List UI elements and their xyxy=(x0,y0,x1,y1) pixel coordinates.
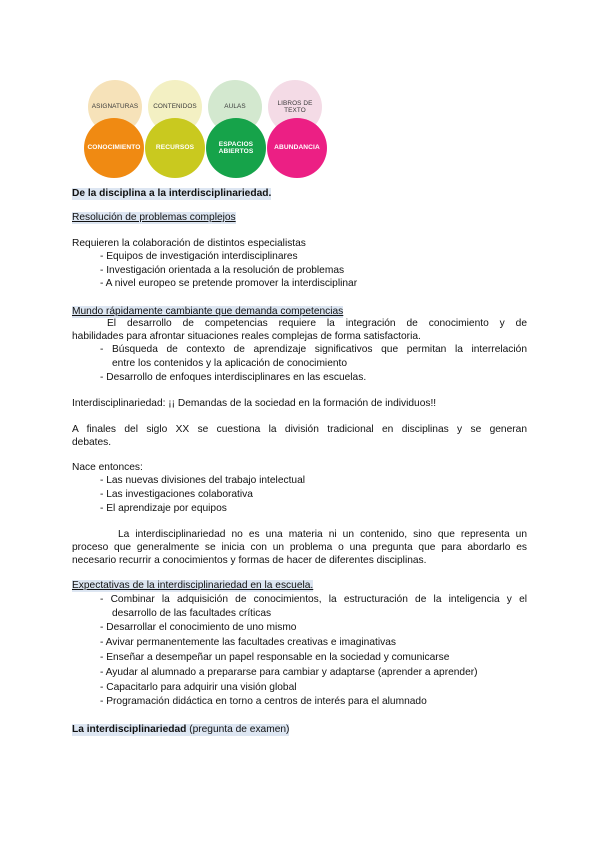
s3-item: - Programación didáctica en torno a centros de interés para el alumnado xyxy=(100,696,427,707)
s3-item: - Combinar la adquisición de conocimientos, la estructuración de la inteligencia y el xyxy=(100,594,527,605)
s2-item: - Búsqueda de contexto de aprendizaje significativos que permitan la interrelación xyxy=(100,344,527,355)
s1-item: - A nivel europeo se pretende promover la interdisciplinar xyxy=(100,278,358,289)
circle-libros-de-texto: LIBROS DE TEXTO xyxy=(268,80,322,134)
doc-title: De la disciplina a la interdisciplinariedad. xyxy=(72,188,272,199)
s3-item: - Capacitarlo para adquirir una visión global xyxy=(100,682,297,693)
section-heading-mundo: Mundo rápidamente cambiante que demanda competencias xyxy=(72,306,344,317)
s3-item: - Ayudar al alumnado a prepararse para cambiar y adaptarse (aprender a aprender) xyxy=(100,667,478,678)
definition-line: proceso que generalmente se inicia con un problema o una pregunta que para abordarlo es xyxy=(72,542,527,553)
s2-paragraph-line: El desarrollo de competencias requiere la integración de conocimiento y de xyxy=(107,318,527,329)
s3-item: - Enseñar a desempeñar un papel responsable en la sociedad y comunicarse xyxy=(100,652,450,663)
circle-abundancia: ABUNDANCIA xyxy=(267,118,327,178)
circle-contenidos: CONTENIDOS xyxy=(148,80,202,134)
circle-espacios-abiertos: ESPACIOS ABIERTOS xyxy=(206,118,266,178)
section-heading-resolucion: Resolución de problemas complejos xyxy=(72,212,236,223)
s3-item: - Avivar permanentemente las facultades creativas e imaginativas xyxy=(100,637,396,648)
definition-line: necesario recurrir a conocimientos y formas de hacer de diferentes disciplinas. xyxy=(72,555,427,566)
nace-item: - Las investigaciones colaborativa xyxy=(100,489,253,500)
circle-conocimiento: CONOCIMIENTO xyxy=(84,118,144,178)
circle-aulas: AULAS xyxy=(208,80,262,134)
s1-item: - Equipos de investigación interdisciplinares xyxy=(100,251,298,262)
final-heading-note: (pregunta de examen) xyxy=(186,724,290,735)
concept-diagram xyxy=(84,80,328,184)
s2-paragraph-line: habilidades para afrontar situaciones reales complejas de forma satisfactoria. xyxy=(72,331,421,342)
finales-line: A finales del siglo XX se cuestiona la división tradicional en disciplinas y se generan xyxy=(72,424,527,435)
s2-item-cont: entre los contenidos y la aplicación de conocimiento xyxy=(112,358,348,369)
final-heading-bold: La interdisciplinariedad xyxy=(72,724,187,735)
s1-intro: Requieren la colaboración de distintos especialistas xyxy=(72,238,306,249)
circle-recursos: RECURSOS xyxy=(145,118,205,178)
circle-asignaturas: ASIGNATURAS xyxy=(88,80,142,134)
s3-item-cont: desarrollo de las facultades críticas xyxy=(112,608,272,619)
demandas-line: Interdisciplinariedad: ¡¡ Demandas de la sociedad en la formación de individuos!! xyxy=(72,398,437,409)
s2-item: - Desarrollo de enfoques interdisciplinares en las escuelas. xyxy=(100,372,367,383)
s3-item: - Desarrollar el conocimiento de uno mismo xyxy=(100,622,297,633)
section-heading-expectativas: Expectativas de la interdisciplinariedad en la escuela. xyxy=(72,580,314,591)
nace-item: - El aprendizaje por equipos xyxy=(100,503,227,514)
final-heading xyxy=(72,724,289,736)
definition-line: La interdisciplinariedad no es una materia ni un contenido, sino que representa un xyxy=(118,529,527,540)
finales-line: debates. xyxy=(72,437,112,448)
nace-line: Nace entonces: xyxy=(72,462,143,473)
nace-item: - Las nuevas divisiones del trabajo intelectual xyxy=(100,475,306,486)
s1-item: - Investigación orientada a la resolución de problemas xyxy=(100,265,345,276)
